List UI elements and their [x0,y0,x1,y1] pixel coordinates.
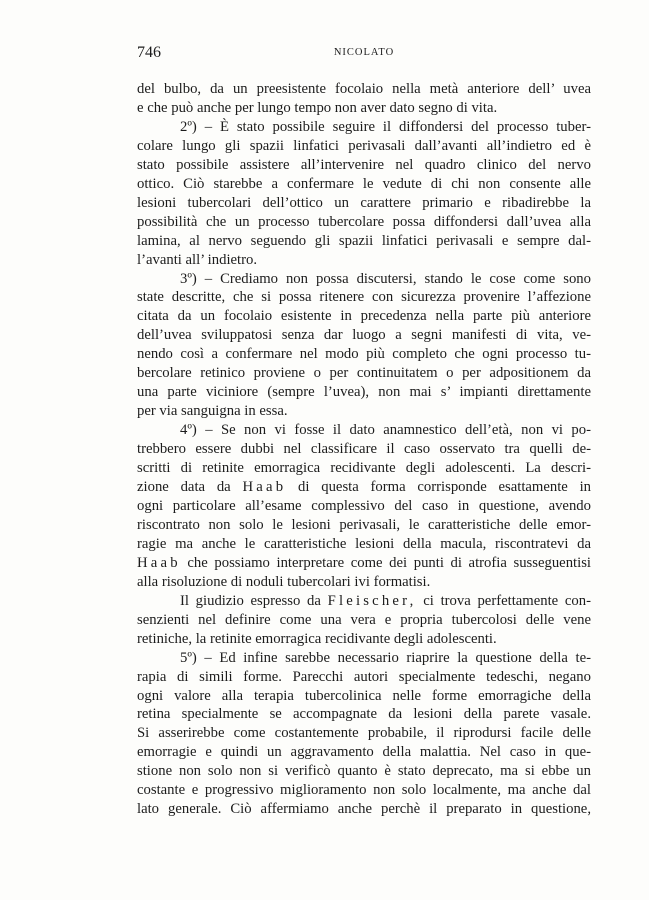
text-line: ottico. Ciò starebbe a confermare le vedute di chi non consente alle [137,175,591,192]
text-line: 4º) – Se non vi fosse il dato anamnestico dell’età, non vi po- [180,422,591,439]
text-line: l’avanti all’ indietro. [137,251,258,268]
text-line: costante e progressivo miglioramento non solo localmente, ma anche dal [137,782,591,799]
running-title: NICOLATO [333,47,395,58]
page-number: 746 [137,44,161,61]
text-fragment: Il giudizio espresso da [180,592,321,609]
text-line: 2º) – È stato possibile seguire il diffondersi del processo tuber- [180,118,591,135]
text-line: rapia di simili forme. Parecchi autori specialmente tedeschi, negano [137,668,591,685]
text-line: del bulbo, da un preesistente focolaio nella metà anteriore dell’ uvea [137,81,591,97]
text-line: bercolare retinico proviene o per continuitatem o per adpositionem da [137,365,591,382]
text-line: 3º) – Crediamo non possa discutersi, stando le cose come sono [180,270,591,287]
text-line: dell’uvea sviluppatosi senza dar luogo a segni manifesti di vita, ve- [137,327,591,344]
text-line [137,554,591,573]
text-fragment: zione data da [137,479,231,496]
text-line: riscontrato non solo le lesioni perivasali, le caratteristiche delle emor- [137,516,591,533]
text-line: emorragie e quindi un aggravamento della malattia. Nel caso in que- [137,744,591,761]
text-line: retiniche, la retinite emorragica recidivante degli adolescenti. [137,630,497,647]
text-line: ogni particolare all’esame complessivo del caso in questione, avendo [137,497,591,514]
text-line [137,592,591,611]
text-fragment: che possiamo interpretare come dei punti di atrofia susseguentisi [187,554,591,571]
text-line: stione non solo non si verificò quanto è stato deprecato, ma si ebbe un [137,763,591,780]
text-line: ragie ma anche le caratteristiche lesioni della macula, riscontratevi da [137,535,591,552]
text-line: scritti di retinite emorragica recidivante degli adolescenti. La descri- [137,460,591,477]
text-line: lato generale. Ciò affermiamo anche perchè il preparato in questione, [137,801,591,818]
author-name: Fleischer, [327,592,417,609]
text-line: trebbero essere dubbi nel classificare il caso osservato tra quelli de- [137,441,591,458]
text-line [137,478,591,497]
author-name: Haab [242,479,287,496]
text-fragment: di questa forma corrisponde esattamente in [298,479,592,496]
text-line: e che può anche per lungo tempo non aver dato segno di vita. [137,99,498,116]
text-line: 5º) – Ed infine sarebbe necessario riaprire la questione della te- [180,649,591,666]
text-line: citata da un focolaio esistente in precedenza nella parte più anteriore [137,308,591,325]
text-line: per via sanguigna in essa. [137,403,288,420]
text-line: Si asserirebbe come costantemente probabile, il riprodursi facile delle [137,725,591,742]
text-line: una parte viciniore (sempre l’uvea), non mai s’ impianti direttamente [137,384,591,401]
text-line: senzienti nel definire come una vera e propria tubercolosi delle vene [137,611,591,628]
text-line: ogni valore alla terapia tubercolinica nelle forme emorragiche della [137,687,591,704]
text-line: state descritte, che si possa ritenere con sicurezza provenire l’affezione [137,289,591,306]
text-line: alla risoluzione di noduli tubercolari ivi formatisi. [137,573,431,590]
text-line: nendo così a confermare nel modo più completo che ogni processo tu- [137,346,591,363]
author-name: Haab [137,554,181,571]
text-fragment: ci trova perfettamente con- [423,592,592,609]
text-line: colare lungo gli spazii linfatici perivasali dall’avanti all’indietro ed è [137,137,591,154]
page-header [137,44,591,66]
text-line: retina specialmente se accompagnate da lesioni della parete vasale. [137,706,591,723]
text-line: possibilità che un processo tubercolare possa diffondersi dall’uvea alla [137,213,591,230]
text-line: lamina, al nervo seguendo gli spazii linfatici perivasali e sempre dal- [137,232,591,249]
text-line: lesioni tubercolari dell’ottico un carattere primario e ribadirebbe la [137,194,591,211]
text-line: stato possibile assistere all’intervenire nel quadro clinico del nervo [137,156,591,173]
body-text [137,80,591,819]
